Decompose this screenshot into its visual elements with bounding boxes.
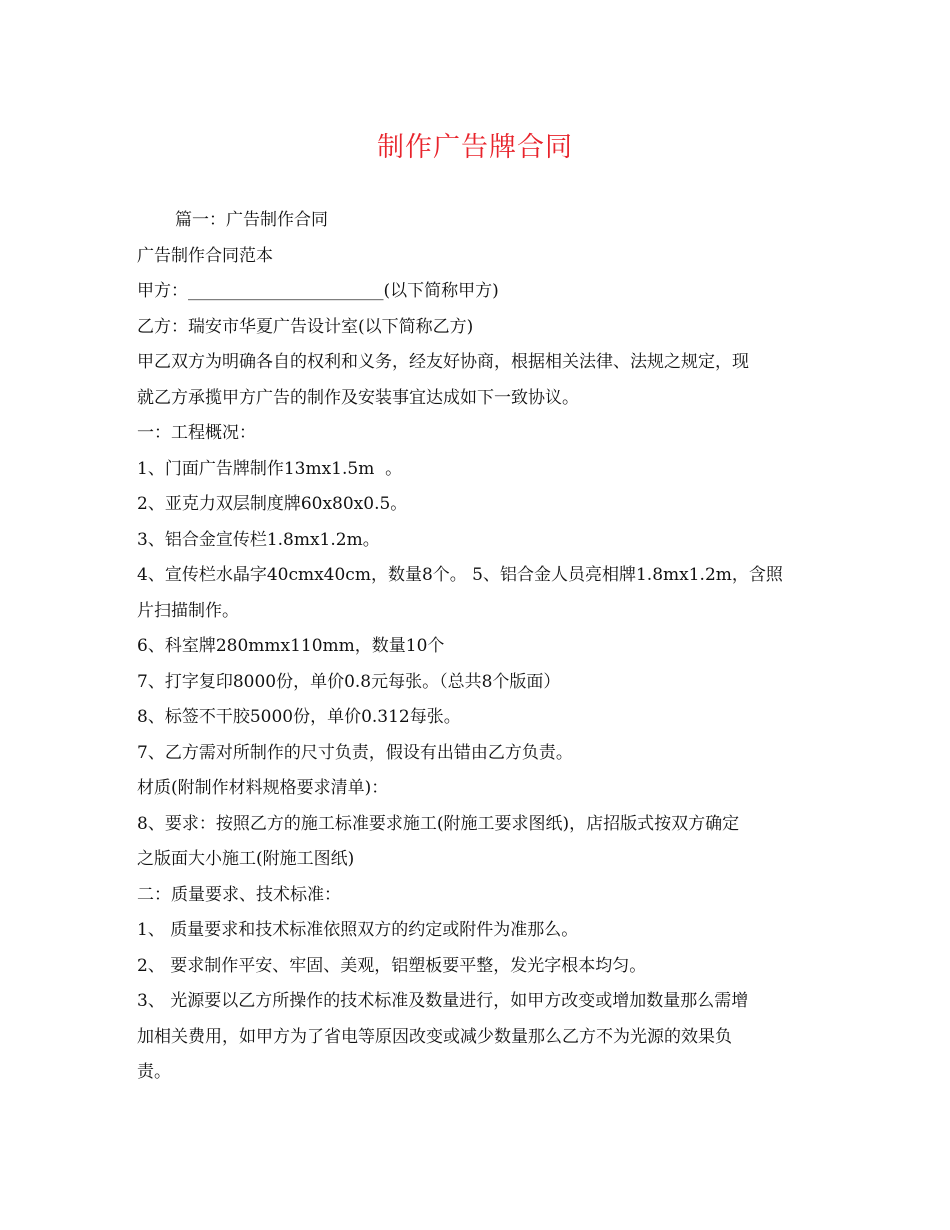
list-item: 8、标签不干胶5000份，单价0.312每张。 (137, 707, 461, 727)
clause-heading: 二：质量要求、技术标准： (137, 884, 341, 905)
list-item: 6、科室牌280mmx110mm，数量10个 (137, 636, 445, 656)
paragraph-line: 就乙方承揽甲方广告的制作及安装事宜达成如下一致协议。 (137, 387, 579, 408)
list-item: 4、宣传栏水晶字40cmx40cm，数量8个。 5、铝合金人员亮相牌1.8mx1.2m，含照 (137, 565, 783, 585)
list-item-continued: 责。 (137, 1062, 171, 1082)
list-item-continued: 之版面大小施工(附施工图纸) (137, 849, 355, 869)
paragraph-line: 甲乙双方为明确各自的权利和义务，经友好协商，根据相关法律、法规之规定，现 (137, 352, 749, 372)
party-a-line: 甲方：_______________________(以下简称甲方) (137, 281, 499, 301)
list-item: 1、 质量要求和技术标准依照双方的约定或附件为准那么。 (137, 920, 579, 940)
list-item: 1、门面广告牌制作13mx1.5m 。 (137, 458, 403, 479)
list-item: 7、乙方需对所制作的尺寸负责，假设有出错由乙方负责。 (137, 742, 573, 763)
list-item: 8、要求：按照乙方的施工标准要求施工(附施工要求图纸)，店招版式按双方确定 (137, 813, 740, 834)
material-line: 材质(附制作材料规格要求清单)： (137, 778, 389, 798)
section-heading: 篇一：广告制作合同 (175, 210, 328, 230)
list-item: 3、铝合金宣传栏1.8mx1.2m。 (137, 529, 380, 550)
list-item: 2、亚克力双层制度牌60x80x0.5。 (137, 494, 408, 514)
list-item: 7、打字复印8000份，单价0.8元每张。（总共8个版面） (137, 671, 561, 692)
list-item-continued: 片扫描制作。 (137, 600, 239, 621)
contract-subtitle: 广告制作合同范本 (137, 245, 273, 266)
list-item: 3、 光源要以乙方所操作的技术标准及数量进行，如甲方改变或增加数量那么需增 (137, 991, 749, 1011)
list-item: 2、 要求制作平安、牢固、美观，铝塑板要平整，发光字根本均匀。 (137, 955, 647, 976)
party-b-line: 乙方：瑞安市华夏广告设计室(以下简称乙方) (137, 316, 474, 337)
document-title: 制作广告牌合同 (377, 132, 573, 163)
clause-heading: 一：工程概况： (137, 423, 256, 443)
document-body (137, 203, 813, 1091)
list-item-continued: 加相关费用，如甲方为了省电等原因改变或减少数量那么乙方不为光源的效果负 (137, 1026, 732, 1047)
